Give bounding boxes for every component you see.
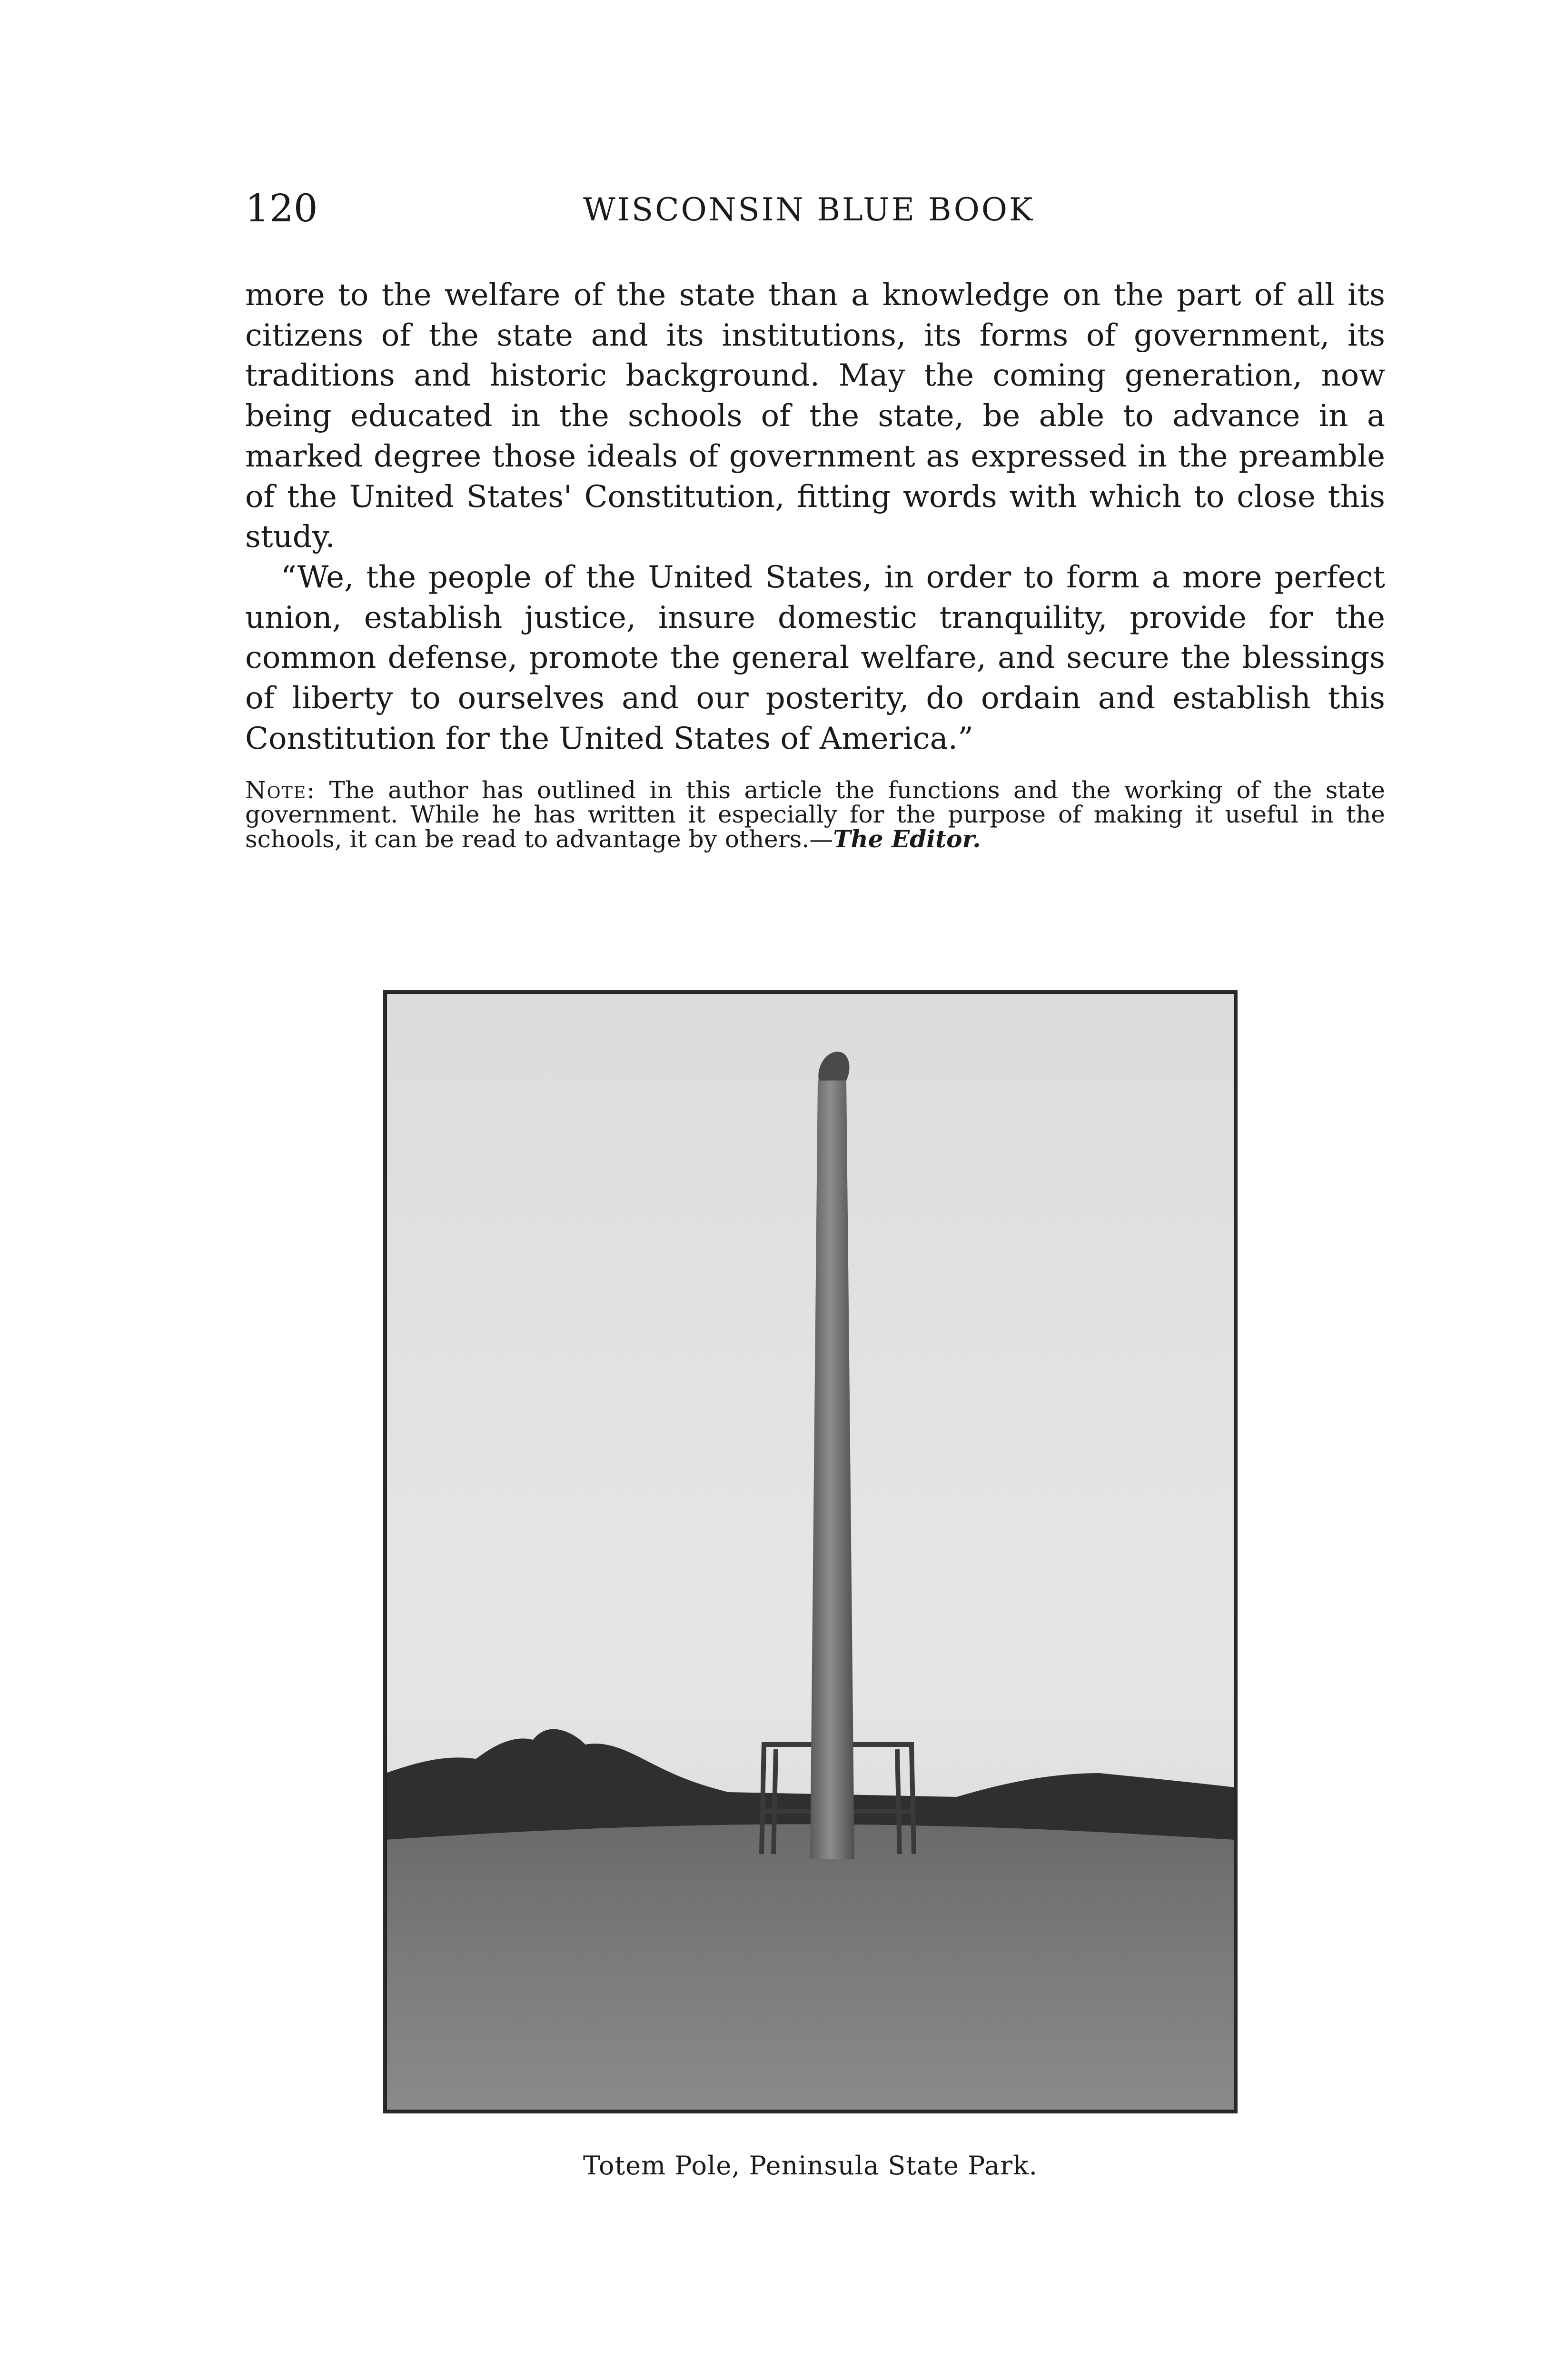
- editor-note: [245, 778, 1385, 852]
- page-number: 120: [245, 186, 318, 230]
- body-text: [245, 275, 1385, 759]
- running-title: WISCONSIN BLUE BOOK: [583, 191, 1035, 228]
- paragraph-2: “We, the people of the United States, in order to form a more perfect union, establish justice, insure domestic tranquility, provide for the common defense, promote the general welfare, and secure the blessings of liberty to ourselves and our posterity, do ordain and establish this Constitution for the United States of America.”: [245, 559, 1385, 756]
- note-text: The author has outlined in this article the functions and the working of the state government. While he has written it especially for the purpose of making it useful in the schools, it can be read to advantage by others.—: [245, 776, 1385, 853]
- totem-pole-photo: [383, 990, 1238, 2113]
- paragraph-1: more to the welfare of the state than a knowledge on the part of all its citizens of the state and its institutions, its forms of government, its traditions and historic background. May the coming generation, now being educated in the schools of the state, be able to advance in a marked degree those ideals of government as expressed in the preamble of the United States' Constitution, fitting words with which to close this study.: [245, 278, 1385, 555]
- photo-illustration: [386, 992, 1235, 2111]
- note-label: Note:: [245, 776, 316, 804]
- grass-field: [386, 1824, 1235, 2111]
- photo-caption: Totem Pole, Peninsula State Park.: [583, 2151, 1038, 2181]
- note-signature: The Editor.: [833, 825, 981, 853]
- page-header: [245, 185, 1387, 237]
